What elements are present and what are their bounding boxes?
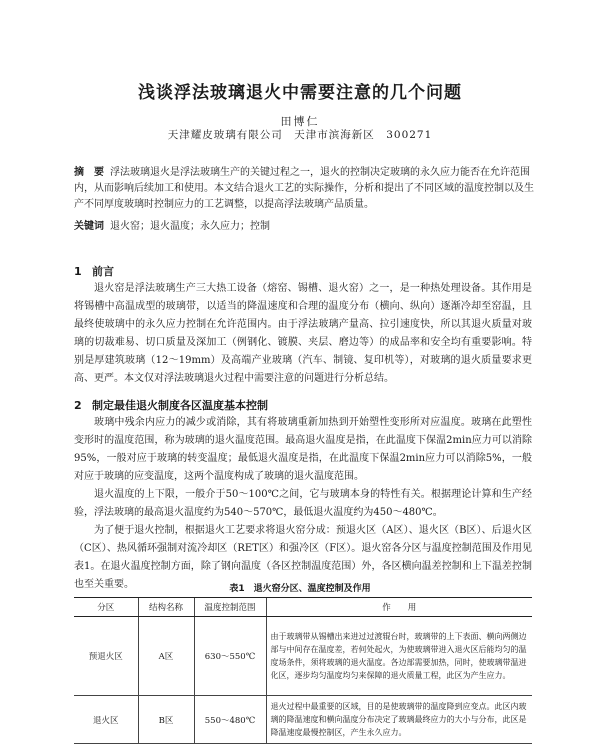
abstract-text: 浮法玻璃退火是浮法玻璃生产的关键过程之一，退火的控制决定玻璃的永久应力能否在允许范围内，从而影响后续加工和使用。本文结合退火工艺的实际操作，分析和提出了不同区域的温度控制以及生产不同厚度玻璃时控制应力的工艺调整，以提高浮法玻璃产品质量。	[74, 167, 534, 210]
table-row	[74, 696, 532, 744]
table-caption: 表1 退火窑分区、温度控制及作用	[229, 584, 371, 594]
section-number: 2	[74, 399, 82, 412]
table-header-cell: 温度控制范围	[194, 598, 266, 617]
table-header-row	[74, 598, 532, 617]
section-heading	[74, 263, 114, 279]
author-affiliation: 天津耀皮玻璃有限公司 天津市滨海新区 300271	[167, 129, 433, 141]
range-cell: 550～480℃	[194, 696, 266, 744]
effect-cell: 由于玻璃带从锡槽出来进过过渡辊台时，玻璃带的上下表面、横向两侧边部与中间存在温度差，若何处起火，为使玻璃带进入退火区后能均匀的温度场条件，须将玻璃的退火温度。各边部需要加热，同时，使玻璃带温进化区，逐步均匀温度均匀来保障的退火质量工程，此区为产生应力。	[266, 617, 532, 696]
range-cell: 630～550℃	[194, 617, 266, 696]
paragraph: 退火温度的上下限，一般介于50～100℃之间，它与玻璃本身的特性有关。根据理论计算和生产经验，浮法玻璃的最高退火温度约为540～570℃，最低退火温度约为450～480℃。	[74, 489, 532, 518]
effect-cell: 退火过程中最重要的区域，目的是使玻璃带的温度降到应变点。此区内玻璃的降温速度和横向温度分布决定了玻璃最终应力的大小与分布，此区是降温速度最慢控制区，产生永久应力。	[266, 696, 532, 744]
author-name: 田博仁	[280, 115, 320, 128]
table-row	[74, 617, 532, 696]
abstract	[74, 165, 534, 213]
abstract-label: 摘 要	[74, 167, 104, 178]
paragraph: 退火窑是浮法玻璃生产三大热工设备（熔窑、锡槽、退火窑）之一，是一种热处理设备。其作用是将锡槽中高温成型的玻璃带，以适当的降温速度和合理的温度分布（横向、纵向）逐渐冷却至窑温，且最终使玻璃中的永久应力控制在允许范围内。由于浮法玻璃产量高、拉引速度快，所以其退火质量对玻璃的切裁难易、切口质量及深加工（例钢化、镀膜、夹层、磨边等）的成品率和安全均有重要影响。特别是厚建筑玻璃（12～19mm）及高端产业玻璃（汽车、制镜、复印机等），对玻璃的退火质量要求更高、更严。本文仅对浮法玻璃退火过程中需要注意的问题进行分析总结。	[74, 283, 532, 384]
table-header-cell: 作 用	[266, 598, 532, 617]
code-cell: A区	[138, 617, 194, 696]
keywords-text: 退火窑；退火温度；永久应力；控制	[110, 221, 270, 232]
code-cell: B区	[138, 696, 194, 744]
keywords-label: 关键词	[74, 221, 104, 232]
table-header-cell: 结构名称	[138, 598, 194, 617]
section-heading	[74, 397, 268, 413]
zone-table	[74, 597, 532, 744]
section-title: 前言	[92, 265, 114, 278]
paragraph: 玻璃中残余内应力的减少或消除，其有将玻璃重新加热到开始塑性变形所对应温度。玻璃在此塑性变形时的温度范围，称为玻璃的退火温度范围。最高退火温度是指，在此温度下保温2min应力可以消除95%，一般对应于玻璃的转变温度；最低退火温度是指，在此温度下保温2min应力可以消除5%，一般对应于玻璃的应变温度，这两个温度构成了玻璃的退火温度范围。	[74, 417, 532, 482]
zone-cell: 预退火区	[74, 617, 138, 696]
keywords	[74, 217, 534, 232]
paper-title: 浅谈浮法玻璃退火中需要注意的几个问题	[138, 83, 462, 103]
table-header-cell: 分区	[74, 598, 138, 617]
section-number: 1	[74, 265, 82, 278]
paragraph: 为了便于退火控制，根据退火工艺要求将退火窑分成：预退火区（A区）、退火区（B区）、后退火区（C区）、热风循环强制对流冷却区（RET区）和强冷区（F区）。退火窑各分区与温度控制范围及作用见表1。在退火温度控制方面，除了钢向温度（各区控制温度范围）外，各区横向温差控制和上下温差控制也至关重要。	[74, 525, 532, 590]
zone-cell: 退火区	[74, 696, 138, 744]
section-title: 制定最佳退火制度各区温度基本控制	[92, 399, 268, 412]
